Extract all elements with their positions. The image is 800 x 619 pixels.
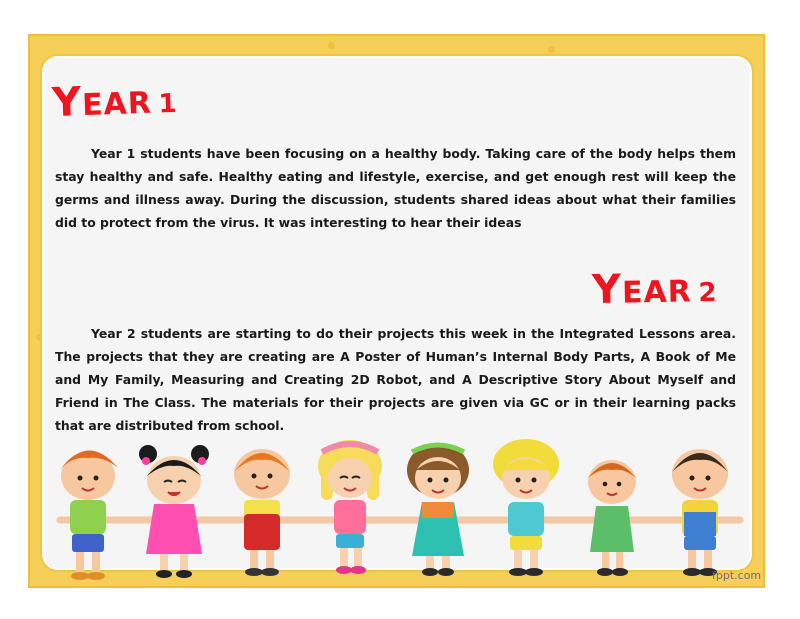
child-figure <box>588 460 636 576</box>
child-figure <box>60 450 118 580</box>
year-2-heading-initial: Y <box>591 266 623 314</box>
year-2-heading-rest: EAR <box>621 274 693 311</box>
year-1-paragraph: Year 1 students have been focusing on a healthy body. Taking care of the body helps them stay healthy and safe. Healthy eating and lifestyle, exercise, and get enough rest will keep the germs and illness away. During the discussion, students shared ideas about what their families did to protect from the virus. It was interesting to hear their ideas <box>55 146 736 230</box>
child-figure <box>318 440 382 574</box>
child-figure <box>139 445 209 578</box>
child-figure <box>234 449 290 576</box>
year-2-heading <box>592 265 718 313</box>
child-figure <box>407 443 469 576</box>
year-1-heading-initial: Y <box>51 79 83 127</box>
children-holding-hands-illustration <box>40 430 760 590</box>
year-2-heading-number: 2 <box>698 277 718 309</box>
watermark: fppt.com <box>712 569 762 582</box>
year-1-heading-rest: EAR <box>81 85 153 124</box>
child-figure <box>672 449 728 576</box>
year-2-paragraph: Year 2 students are starting to do their projects this week in the Integrated Lessons area. The projects that they are creating are A Poster of Human’s Internal Body Parts, A Book of Me and My Family, Measuring and Creating 2D Robot, and A Descriptive Story About Myself and Friend in The Class. The materials for their projects are given via GC or in their learning packs that are distributed from school. <box>55 326 736 433</box>
child-figure <box>493 439 559 576</box>
year-1-heading-number: 1 <box>157 88 179 120</box>
year-1-heading <box>51 76 178 126</box>
